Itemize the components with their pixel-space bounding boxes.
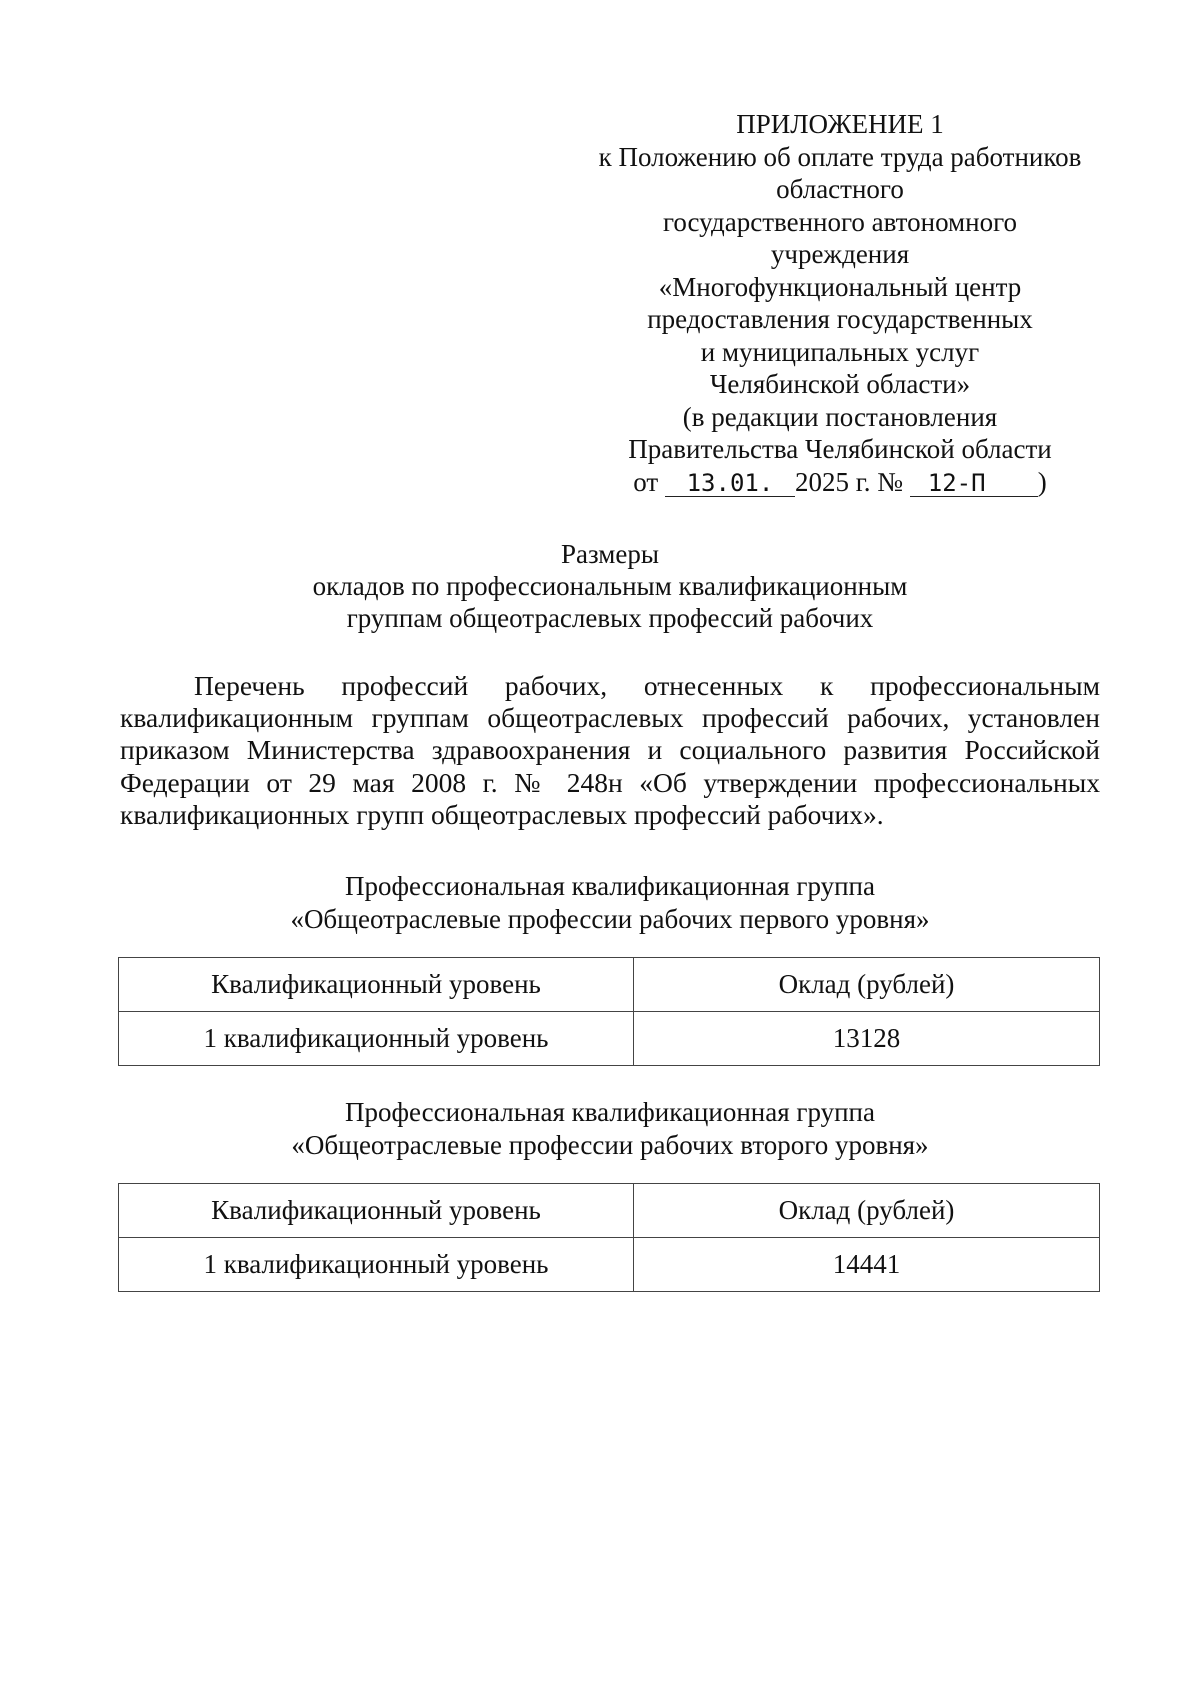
appendix-line: «Многофункциональный центр [658, 271, 1022, 302]
salary-table-first-level [118, 957, 1100, 1066]
appendix-line: к Положению об оплате труда работников [598, 141, 1082, 172]
appendix-line: и муниципальных услуг [700, 336, 980, 367]
heading-line: окладов по профессиональным квалификационным [312, 571, 908, 601]
appendix-line: (в редакции постановления [682, 401, 998, 432]
year-text: 2025 г. № [794, 466, 903, 497]
table-header-cell: Оклад (рублей) [634, 958, 1100, 1012]
appendix-line: областного [776, 174, 904, 204]
heading-line: Размеры [561, 539, 659, 569]
table-cell-salary: 13128 [634, 1012, 1100, 1066]
closing-paren: ) [1037, 466, 1047, 497]
date-prefix: от [633, 466, 659, 497]
appendix-line: Правительства Челябинской области [628, 434, 1052, 464]
appendix-title: ПРИЛОЖЕНИЕ 1 [736, 109, 944, 139]
table-header-row [119, 1184, 1100, 1238]
appendix-line: предоставления государственных [647, 304, 1033, 334]
salary-table-second-level [118, 1183, 1100, 1292]
table-header-cell: Квалификационный уровень [119, 958, 634, 1012]
appendix-line: Челябинской области» [709, 369, 971, 399]
table-header-cell: Квалификационный уровень [119, 1184, 634, 1238]
heading-line: группам общеотраслевых профессий рабочих [346, 603, 874, 633]
appendix-header [560, 108, 1120, 498]
group-caption-line: Профессиональная квалификационная группа [345, 1097, 875, 1127]
table-cell-level: 1 квалификационный уровень [119, 1238, 634, 1292]
group-caption-first-level [120, 870, 1100, 936]
appendix-line: учреждения [770, 239, 910, 269]
table-row [119, 1012, 1100, 1066]
table-header-cell: Оклад (рублей) [634, 1184, 1100, 1238]
resolution-number: 12-П [910, 470, 1038, 497]
group-caption-line: «Общеотраслевые профессии рабочих первого уровня» [290, 904, 930, 934]
table-cell-salary: 14441 [634, 1238, 1100, 1292]
table-cell-level: 1 квалификационный уровень [119, 1012, 634, 1066]
appendix-line: государственного автономного [662, 206, 1017, 237]
table-header-row [119, 958, 1100, 1012]
date-value: 13.01. [665, 470, 795, 497]
intro-paragraph: Перечень профессий рабочих, отнесенных к профессиональным квалификационным группам общеотраслевых профессий рабочих, установлен приказом Министерства здравоохранения и социального развития Российской Федерации от 29 мая 2008 г. № 248н «Об утверждении профессиональных квалификационных групп общеотраслевых профессий рабочих». [120, 670, 1100, 830]
table-row [119, 1238, 1100, 1292]
group-caption-second-level [120, 1096, 1100, 1162]
group-caption-line: Профессиональная квалификационная группа [345, 871, 875, 901]
document-heading [120, 538, 1100, 634]
resolution-date-line [560, 466, 1120, 499]
group-caption-line: «Общеотраслевые профессии рабочих второго уровня» [291, 1130, 929, 1160]
